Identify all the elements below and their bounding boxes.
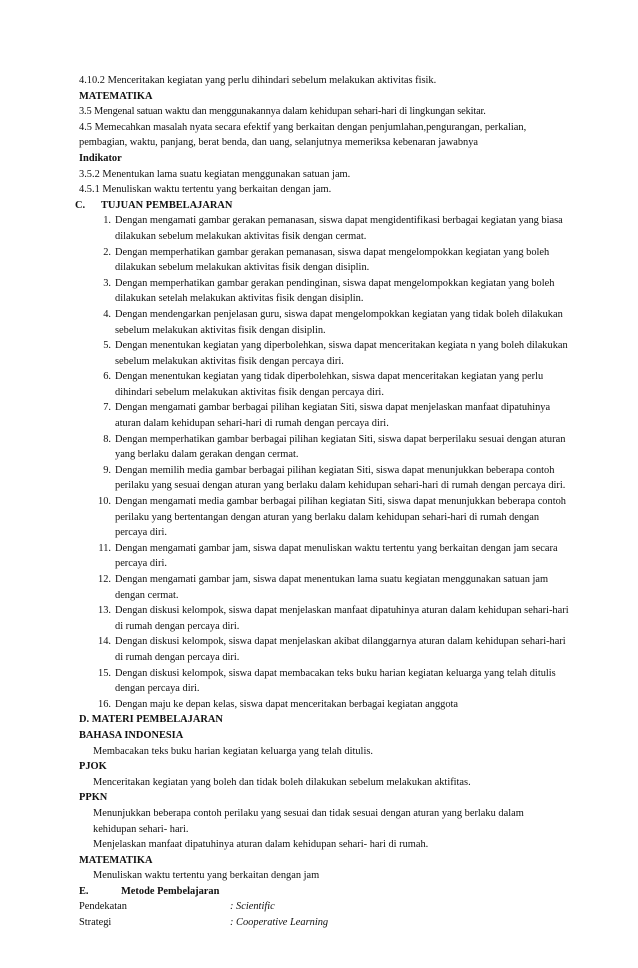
bahasa-indonesia-text: Membacakan teks buku harian kegiatan keluarga yang telah ditulis.: [93, 745, 373, 757]
list-item-text: Dengan memperhatikan gambar gerakan pemanasan, siswa dapat mengelompokkan kegiatan yang boleh dilakukan sebelum melakukan aktivitas fisik dengan disiplin.: [115, 246, 550, 274]
method-value: : Cooperative Learning: [230, 917, 329, 929]
section-d-heading: D. MATERI PEMBELAJARAN: [79, 714, 223, 726]
list-item: [79, 369, 569, 400]
list-item-number: 2.: [103, 246, 111, 258]
list-item-number: 1.: [103, 215, 111, 227]
method-value: : Scientific: [230, 901, 275, 913]
indicator-4-5-1: 4.5.1 Menuliskan waktu tertentu yang berkaitan dengan jam.: [79, 184, 332, 196]
list-item-text: Dengan mengamati gambar berbagai pilihan kegiatan Siti, siswa dapat menjelaskan manfaat dipatuhinya aturan dalam kehidupan sehari-hari di rumah dengan percaya diri.: [115, 402, 551, 430]
list-item: [79, 307, 569, 338]
indikator-heading: Indikator: [79, 152, 122, 164]
list-item: [79, 666, 569, 697]
document-page: [75, 73, 569, 931]
competency-4-5: 4.5 Memecahkan masalah nyata secara efektif yang berkaitan dengan penjumlahan,pengurangan, perkalian, pembagian, waktu, panjang, berat benda, dan uang, selanjutnya memeriksa kebenaran jawabnya: [79, 121, 527, 149]
list-item-number: 11.: [98, 542, 111, 554]
list-item-text: Dengan maju ke depan kelas, siswa dapat menceritakan berbagai kegiatan anggota: [115, 698, 459, 710]
list-item-number: 15.: [98, 667, 111, 679]
list-item-text: Dengan mengamati gambar jam, siswa dapat menuliskan waktu tertentu yang berkaitan dengan jam secara percaya diri.: [115, 542, 558, 570]
matematika-materi-heading: MATEMATIKA: [79, 854, 153, 866]
competency-4-10-2: 4.10.2 Menceritakan kegiatan yang perlu dihindari sebelum melakukan aktivitas fisik.: [79, 75, 437, 86]
list-item: [79, 463, 569, 494]
ppkn-text-2: Menjelaskan manfaat dipatuhinya aturan dalam kehidupan sehari- hari di rumah.: [93, 839, 429, 851]
section-e-letter: E.: [79, 885, 89, 897]
bahasa-indonesia-heading: BAHASA INDONESIA: [79, 729, 184, 741]
list-item: [79, 541, 569, 572]
list-item-number: 10.: [98, 496, 111, 508]
matematika-materi-text: Menuliskan waktu tertentu yang berkaitan dengan jam: [93, 870, 320, 882]
method-row-approach: [79, 899, 569, 915]
list-item-text: Dengan diskusi kelompok, siswa dapat menjelaskan manfaat dipatuhinya aturan dalam kehidupan sehari-hari di rumah dengan percaya diri.: [115, 605, 569, 632]
section-c-letter: C.: [75, 199, 86, 211]
list-item-number: 12.: [98, 574, 111, 585]
list-item-number: 3.: [103, 277, 111, 289]
method-key: Pendekatan: [79, 901, 127, 913]
method-key: Strategi: [79, 917, 112, 929]
competency-3-5: 3.5 Mengenal satuan waktu dan menggunakannya dalam kehidupan sehari-hari di lingkungan sekitar.: [79, 106, 486, 118]
ppkn-heading: PPKN: [79, 792, 108, 804]
pjok-text: Menceritakan kegiatan yang boleh dan tidak boleh dilakukan sebelum melakukan aktifitas.: [93, 776, 471, 788]
list-item-number: 7.: [103, 402, 111, 414]
list-item-text: Dengan diskusi kelompok, siswa dapat membacakan teks buku harian kegiatan keluarga yang telah ditulis dengan percaya diri.: [115, 667, 556, 695]
list-item: [79, 400, 569, 431]
list-item-text: Dengan mengamati gambar jam, siswa dapat menentukan lama suatu kegiatan menggunakan satuan jam dengan cermat.: [115, 574, 549, 601]
indicator-3-5-2: 3.5.2 Menentukan lama suatu kegiatan menggunakan satuan jam.: [79, 168, 351, 180]
list-item-text: Dengan mengamati media gambar berbagai pilihan kegiatan Siti, siswa dapat menunjukkan beberapa contoh perilaku yang bertentangan dengan aturan yang berlaku dalam kehidupan sehari-hari di rumah dengan percaya diri.: [115, 496, 566, 539]
list-item-text: Dengan menentukan kegiatan yang tidak diperbolehkan, siswa dapat menceritakan kegiatan yang perlu dihindari sebelum melakukan aktivitas fisik dengan percaya diri.: [115, 371, 544, 398]
matematika-heading: MATEMATIKA: [79, 90, 153, 102]
list-item-text: Dengan memilih media gambar berbagai pilihan kegiatan Siti, siswa dapat menunjukkan beberapa contoh perilaku yang sesuai dengan aturan yang berlaku dalam kehidupan sehari-hari di rumah dengan percaya diri.: [115, 464, 566, 492]
ppkn-text-1: Menunjukkan beberapa contoh perilaku yang sesuai dan tidak sesuai dengan aturan yang berlaku dalam kehidupan sehari- hari.: [93, 807, 524, 835]
list-item-number: 16.: [98, 698, 111, 710]
list-item: [79, 276, 569, 307]
pjok-heading: PJOK: [79, 761, 107, 773]
list-item: [79, 432, 569, 463]
list-item: [79, 494, 569, 541]
list-item: [79, 697, 569, 713]
section-e-title: Metode Pembelajaran: [121, 885, 220, 897]
list-item-text: Dengan memperhatikan gambar berbagai pilihan kegiatan Siti, siswa dapat berperilaku sesuai dengan aturan yang berlaku dalam gerakan dengan cermat.: [115, 433, 566, 461]
list-item-number: 9.: [103, 464, 111, 476]
list-item-number: 8.: [103, 433, 111, 445]
list-item-number: 4.: [103, 308, 111, 320]
method-row-strategy: [79, 915, 569, 931]
list-item: [79, 338, 569, 369]
list-item-number: 6.: [103, 371, 111, 383]
list-item-text: Dengan mendengarkan penjelasan guru, siswa dapat mengelompokkan kegiatan yang tidak boleh dilakukan sebelum melakukan aktivitas fisik dengan disiplin.: [115, 308, 563, 336]
list-item-text: Dengan memperhatikan gambar gerakan pendinginan, siswa dapat mengelompokkan kegiatan yang boleh dilakukan setelah melakukan aktivitas fisik dengan disiplin.: [115, 277, 555, 305]
list-item: [79, 603, 569, 634]
list-item-text: Dengan diskusi kelompok, siswa dapat menjelaskan akibat dilanggarnya aturan dalam kehidupan sehari-hari di rumah dengan percaya diri.: [115, 636, 566, 663]
list-item: [79, 213, 569, 244]
list-item-text: Dengan mengamati gambar gerakan pemanasan, siswa dapat mengidentifikasi berbagai kegiatan yang biasa dilakukan sebelum melakukan aktivitas fisik dengan cermat.: [115, 215, 563, 242]
objectives-list: [79, 213, 569, 712]
list-item: [79, 634, 569, 665]
section-c-heading: [75, 198, 569, 214]
section-e-heading: [79, 884, 569, 900]
list-item: [79, 245, 569, 276]
section-c-title: TUJUAN PEMBELAJARAN: [101, 199, 233, 211]
list-item-text: Dengan menentukan kegiatan yang diperbolehkan, siswa dapat menceritakan kegiata n yang boleh dilakukan sebelum melakukan aktivitas fisik dengan percaya diri.: [115, 340, 568, 367]
list-item-number: 13.: [98, 605, 111, 617]
list-item-number: 14.: [98, 636, 111, 648]
list-item-number: 5.: [103, 340, 111, 352]
list-item: [79, 572, 569, 603]
